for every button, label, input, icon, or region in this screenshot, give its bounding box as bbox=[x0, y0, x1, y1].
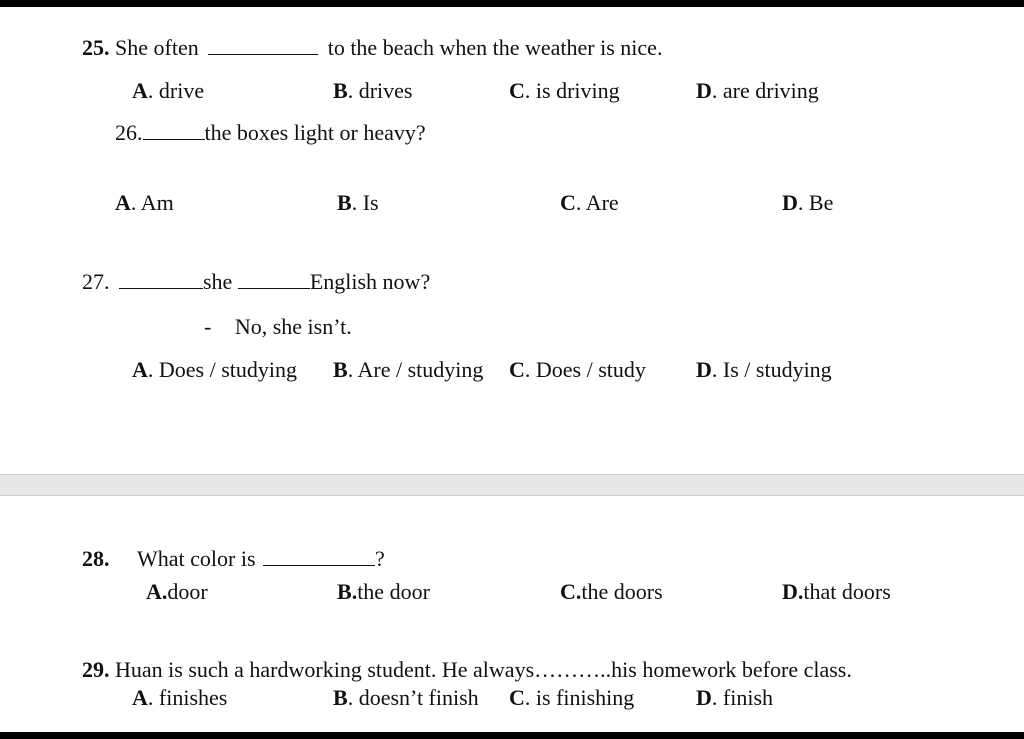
question-text-after: his homework before class. bbox=[611, 657, 852, 682]
q26-option-a: A. Am bbox=[115, 190, 174, 215]
bottom-border bbox=[0, 732, 1024, 739]
answer-blank bbox=[263, 547, 375, 566]
question-number: 29. bbox=[82, 657, 110, 682]
dotted-blank: ……….. bbox=[534, 657, 612, 682]
question-text-middle: she bbox=[203, 269, 233, 294]
q28-option-a: A.door bbox=[146, 579, 208, 604]
question-text-after: ? bbox=[375, 546, 385, 571]
question-text-after: the boxes light or heavy? bbox=[204, 120, 426, 145]
reply-dash: - bbox=[204, 314, 212, 339]
question-25 bbox=[82, 35, 662, 61]
question-number: 25. bbox=[82, 35, 110, 60]
reply-text: No, she isn’t. bbox=[234, 314, 352, 339]
question-text-before: Huan is such a hardworking student. He always bbox=[115, 657, 535, 682]
answer-blank-2 bbox=[238, 270, 310, 289]
q29-option-a: A. finishes bbox=[132, 685, 228, 710]
q27-reply bbox=[204, 314, 352, 340]
question-text-before: She often bbox=[115, 35, 199, 60]
q29-option-d: D. finish bbox=[696, 685, 774, 710]
answer-blank bbox=[143, 121, 205, 140]
q28-option-c: C.the doors bbox=[560, 579, 663, 604]
q26-option-b: B. Is bbox=[337, 190, 379, 215]
q28-option-d: D.that doors bbox=[782, 579, 891, 604]
q25-option-c: C. is driving bbox=[509, 78, 620, 103]
q29-option-c: C. is finishing bbox=[509, 685, 635, 710]
question-26 bbox=[115, 120, 426, 146]
q27-option-c: C. Does / study bbox=[509, 357, 646, 382]
q29-option-b: B. doesn’t finish bbox=[333, 685, 479, 710]
question-28 bbox=[82, 546, 385, 572]
question-number: 27. bbox=[82, 269, 110, 294]
q26-option-c: C. Are bbox=[560, 190, 619, 215]
top-border bbox=[0, 0, 1024, 7]
question-29 bbox=[82, 657, 852, 683]
answer-blank bbox=[208, 36, 318, 55]
question-text-after: to the beach when the weather is nice. bbox=[327, 35, 663, 60]
question-text-before: What color is bbox=[137, 546, 256, 571]
question-number: 26. bbox=[115, 120, 143, 145]
question-27 bbox=[82, 269, 430, 295]
q27-option-b: B. Are / studying bbox=[333, 357, 484, 382]
q25-option-b: B. drives bbox=[333, 78, 413, 103]
question-text-after: English now? bbox=[309, 269, 431, 294]
q27-option-d: D. Is / studying bbox=[696, 357, 832, 382]
q27-option-a: A. Does / studying bbox=[132, 357, 298, 382]
page-separator bbox=[0, 474, 1024, 496]
q25-option-d: D. are driving bbox=[696, 78, 819, 103]
q26-option-d: D. Be bbox=[782, 190, 834, 215]
question-number: 28. bbox=[82, 546, 110, 571]
q25-option-a: A. drive bbox=[132, 78, 205, 103]
answer-blank-1 bbox=[119, 270, 203, 289]
q28-option-b: B.the door bbox=[337, 579, 430, 604]
